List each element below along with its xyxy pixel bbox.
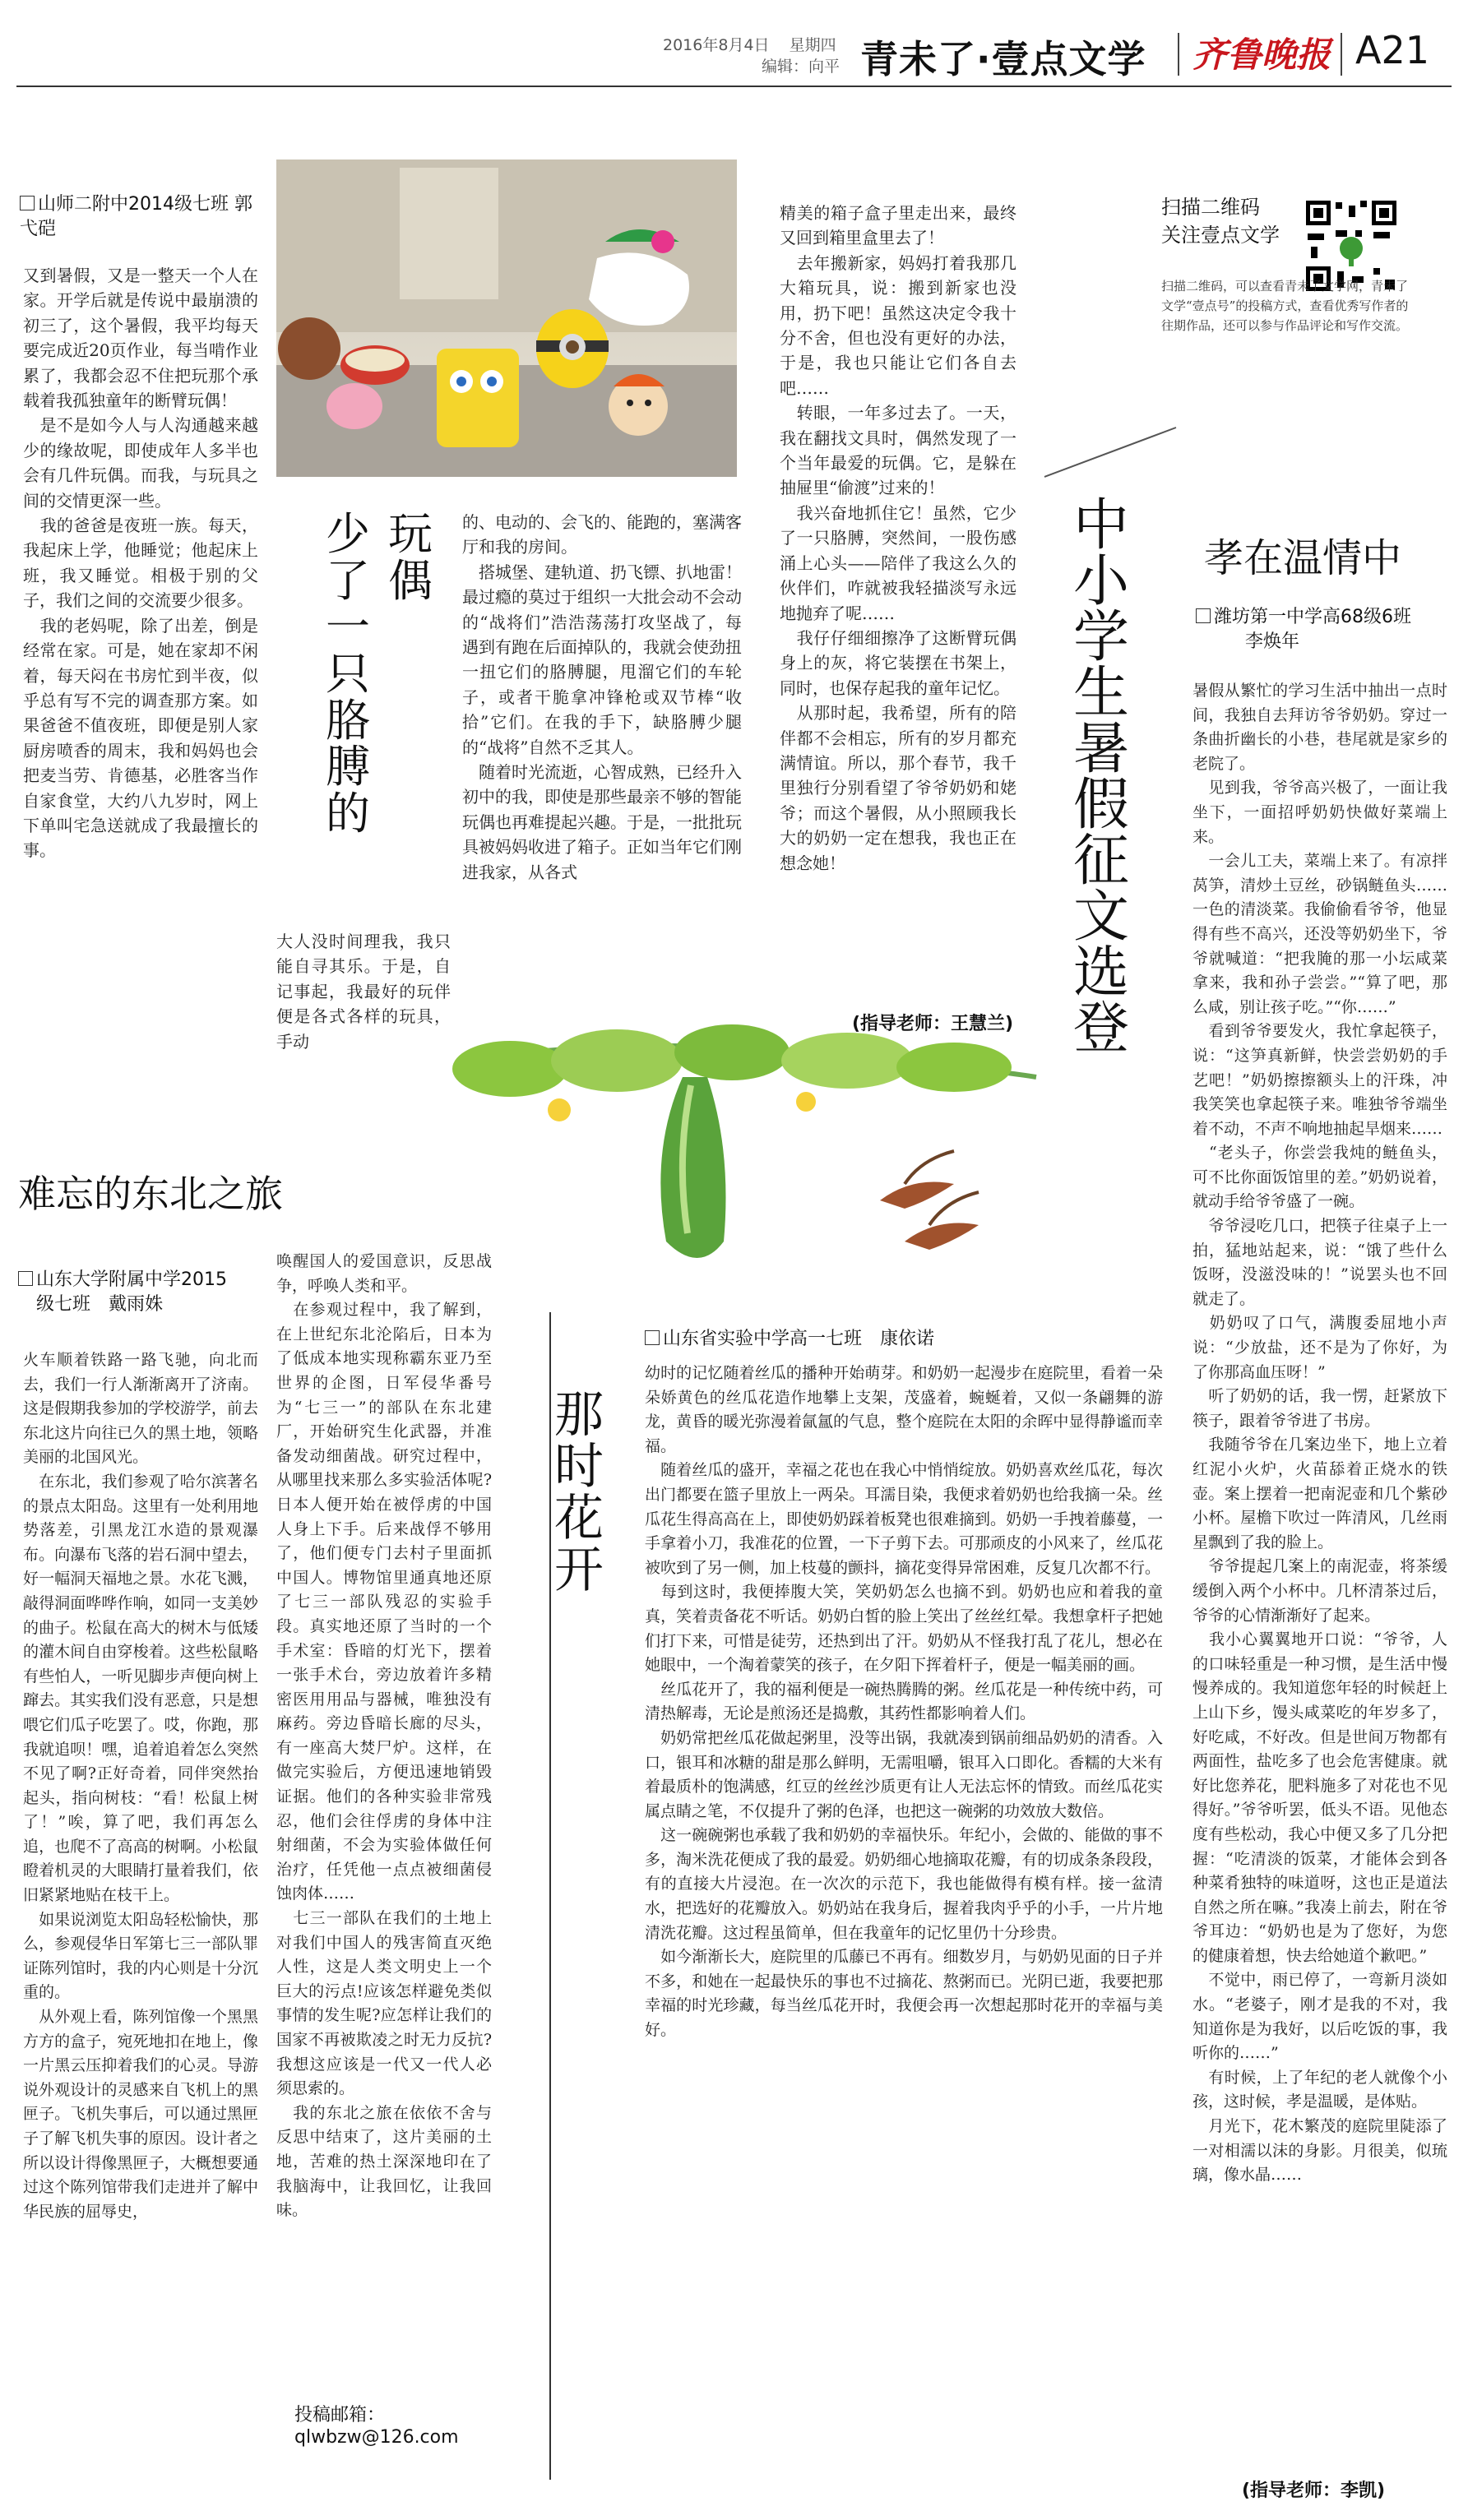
- header-divider: [1178, 33, 1179, 76]
- feature-char: 小: [1073, 549, 1130, 614]
- feature-char: 文: [1073, 885, 1130, 950]
- article4-byline-1: 潍坊第一中学高68级6班: [1214, 607, 1411, 627]
- article4-title: 孝在温情中: [1204, 535, 1402, 581]
- article4-byline: [1196, 605, 1443, 654]
- article4-byline-2: 李焕年: [1245, 631, 1300, 652]
- toys-illustration: [276, 160, 737, 477]
- editor: 编辑：向平: [762, 58, 841, 76]
- title-char: 时: [554, 1438, 604, 1496]
- header-divider-2: [1341, 33, 1342, 76]
- feature-char: 假: [1073, 773, 1130, 838]
- article1-col3: 的、电动的、会飞的、能跑的，塞满客厅和我的房间。 搭城堡、建轨道、扔飞镖、扒地雷！最过瘾的莫过于组织一大批会动不会动的“战将们”浩浩荡荡打攻坚战了，每遇到有跑在后面掉队的，我就会使劲扭一扭它们的胳膊腿，甩溜它们的车轮子，或者干脆拿冲锋枪或双节棒“收拾”它们。在我的手下，缺胳膊少腿的“战将”自然不乏其人。 随着时光流逝，心智成熟，已经升入初中的我，即使是那些最亲不够的智能玩偶也再难提起兴趣。于是，一批批玩具被妈妈收进了箱子。正如当年它们刚进我家，从各式: [462, 512, 742, 882]
- title-char: 花: [554, 1490, 604, 1547]
- title-char: 了: [326, 554, 370, 607]
- weekday: 星期四: [789, 36, 836, 54]
- article4-teacher: (指导老师：李凯): [1242, 2481, 1386, 2501]
- title-char: 一: [326, 601, 370, 654]
- byline-box-icon: [20, 196, 35, 210]
- feature-char: 中: [1073, 493, 1130, 558]
- article1-teacher: (指导老师：王慧兰): [852, 1014, 1014, 1034]
- article1-title-col-b: [326, 508, 375, 840]
- article1-col1: 又到暑假，又是一整天一个人在家。开学后就是传说中最崩溃的初三了，这个暑假，我平均每天要完成近20页作业，每当啃作业累了，我都会忍不住把玩那个承载着我孤独童年的断臂玩偶！ 是不是如今人与人沟通越来越少的缘故呢，即使成年人多半也会有几件玩偶。而我，与玩具之间的交情更深一些。 我的爸爸是夜班一族。每天，我起床上学，他睡觉；他起床上班，我又睡觉。相极于别的父子，我们之间的交流要少很多。 我的老妈呢，除了出差，倒是经常在家。可是，她在家却不闲着，每天闷在书房忙到半夜，似乎总有写不完的调查那方案。如果爸爸不值夜班，即便是别人家厨房喷香的周末，我和妈妈也会把麦当劳、肯德基，必胜客当作自家食堂，大约八九岁时，网上下单叫宅急送就成了我最擅长的事。: [23, 266, 258, 861]
- article2-title: 难忘的东北之旅: [18, 1172, 283, 1216]
- header-date: [663, 33, 836, 55]
- loofah-vine-illustration: [461, 1028, 1036, 1291]
- byline-box-icon: [645, 1330, 660, 1345]
- title-char: 少: [326, 508, 370, 560]
- header-rule: [16, 86, 1452, 87]
- feature-char: 生: [1073, 661, 1130, 726]
- page-number: A21: [1355, 28, 1430, 72]
- qr-desc: 扫描二维码，可以查看青未了文学网，青未了文学“壹点号”的投稿方式，查看优秀写作者的往期作品，还可以参与作品评论和写作交流。: [1161, 279, 1409, 333]
- date: 2016年8月4日: [663, 36, 770, 54]
- article1-col2: 大人没时间理我，我只能自寻其乐。于是，自记事起，我最好的玩伴便是各式各样的玩具，手动: [276, 932, 451, 1052]
- email-label: 投稿邮箱：: [294, 2405, 386, 2425]
- title-char: 胳: [326, 694, 370, 747]
- title-char: 那: [554, 1386, 604, 1444]
- feature-char: 选: [1073, 941, 1130, 1006]
- title-char: 只: [326, 648, 370, 701]
- toys-photo: [276, 160, 737, 477]
- article2-byline: [18, 1268, 265, 1317]
- qr-title-2: 关注壹点文学: [1161, 224, 1280, 247]
- byline-box-icon: [18, 1271, 33, 1286]
- article3-body: 幼时的记忆随着丝瓜的播种开始萌芽。和奶奶一起漫步在庭院里，看着一朵朵娇黄色的丝瓜花造作地攀上支架，茂盛着，蜿蜒着，又似一条翩舞的游龙，黄昏的暖光弥漫着氤氲的气息，整个庭院在太阳的余晖中显得静谧而幸福。 随着丝瓜的盛开，幸福之花也在我心中悄悄绽放。奶奶喜欢丝瓜花，每次出门都要在篮子里放上一两朵。耳濡目染，我便求着奶奶也给我摘一朵。丝瓜花生得高高在上，即使奶奶踩着板凳也很难摘到。奶奶一手拽着藤蔓，一手拿着小刀，我准花的位置，一下子剪下去。可那顽皮的小风来了，丝瓜花被吹到了另一侧，加上枝蔓的颤抖，摘花变得异常困难，反复几次都不行。 每到这时，我便捧腹大笑，笑奶奶怎么也摘不到。奶奶也应和着我的童真，笑着责备花不听话。奶奶白皙的脸上笑出了丝丝红晕。我想拿杆子把她们打下来，可惜是徒劳，还热到出了汗。奶奶从不怪我打乱了花儿，想必在她眼中，一个淘着蒙笑的孩子，在夕阳下挥着杆子，便是一幅美丽的画。 丝瓜花开了，我的福利便是一碗热腾腾的粥。丝瓜花是一种传统中药，可清热解毒，无论是煎汤还是捣敷，其药性都影响着人们。 奶奶常把丝瓜花做起粥里，没等出锅，我就凑到锅前细品奶奶的清香。入口，银耳和冰糖的甜是那么鲜明，无需咀嚼，银耳入口即化。香糯的大米有着最质朴的饱满感，红豆的丝丝沙质更有让人无法忘怀的情致。而丝瓜花实属点睛之笔，不仅提升了粥的色泽，也把这一碗粥的功效放大数倍。 这一碗碗粥也承载了我和奶奶的幸福快乐。年纪小，会做的、能做的事不多，淘米洗花便成了我的最爱。奶奶细心地摘取花瓣，有的切成条条段段，有的直接大片浸泡。在一次次的示范下，我也能做得有模有样。接一盆清水，把选好的花瓣放入。奶奶站在我身后，握着我肉乎乎的小手，一片片地清洗花瓣。这过程虽简单，但在我童年的记忆里仍十分珍贵。 如今渐渐长大，庭院里的瓜藤已不再有。细数岁月，与奶奶见面的日子并不多，和她在一起最快乐的事也不过摘花、熬粥而已。光阴已逝，我要把那幸福的时光珍藏，每当丝瓜花开时，我便会再一次想起那时花开的幸福与美好。: [645, 1364, 1163, 2040]
- byline-box-icon: [1196, 608, 1211, 623]
- article1-title-col-a: [388, 508, 438, 607]
- title-char: 膊: [326, 741, 370, 793]
- article3-byline-text: 山东省实验中学高一七班 康依诺: [663, 1329, 935, 1349]
- header: [0, 0, 1468, 90]
- article3-left-rule: [549, 1312, 551, 2480]
- title-char: 玩: [388, 508, 433, 560]
- feature-char: 征: [1073, 829, 1130, 894]
- title-char: 开: [554, 1542, 604, 1599]
- article2-col2: 唤醒国人的爱国意识，反思战争，呼唤人类和平。 在参观过程中，我了解到，在上世纪东北沦陷后，日本为了低成本地实现称霸东亚乃至世界的企图，日军侵华番号为“七三一”的部队在东北建厂，开始研究生化武器，并准备发动细菌战。研究过程中，从哪里找来那么多实验活体呢?日本人便开始在被俘虏的中国人身上下手。后来战俘不够用了，他们便专门去村子里面抓中国人。博物馆里通真地还原了七三一部队残忍的实验手段。真实地还原了当时的一个手术室：昏暗的灯光下，摆着一张手术台，旁边放着许多精密医用用品与器械，唯独没有麻药。旁边昏暗长廊的尽头，有一座高大焚尸炉。这样，在做完实验后，方便迅速地销毁证据。他们的各种实验非常残忍，他们会往俘虏的身体中注射细菌，不会为实验体做任何治疗，任凭他一点点被细菌侵蚀肉体…… 七三一部队在我们的土地上对我们中国人的残害简直灭绝人性，这是人类文明史上一个巨大的污点!应该怎样避免类似事情的发生呢?应怎样让我们的国家不再被欺凌之时无力反抗?我想这应该是一代又一代人必须思索的。 我的东北之旅在依依不舍与反思中结束了，这片美丽的土地，苦难的热土深深地印在了我脑海中，让我回忆，让我回味。: [276, 1252, 492, 2220]
- email-address[interactable]: qlwbzw@126.com: [294, 2427, 459, 2448]
- article1-col4: 精美的箱子盒子里走出来，最终又回到箱里盒里去了！ 去年搬新家，妈妈打着我那几大箱玩具，说：搬到新家也没用，扔下吧！虽然这决定令我十分不舍，但也没有更好的办法，于是，我也只能让它们各自去吧…… 转眼，一年多过去了。一天，我在翻找文具时，偶然发现了一个当年最爱的玩偶。它，是躲在抽屉里“偷渡”过来的！ 我兴奋地抓住它！虽然，它少了一只胳膊，突然间，一股伤感涌上心头——陪伴了我这么久的伙伴们，咋就被我轻描淡写永远地抛弃了呢…… 我仔仔细细擦净了这断臂玩偶身上的灰，将它装摆在书架上，同时，也保存起我的童年记忆。 从那时起，我希望，所有的陪伴都不会相忘，所有的岁月都充满情谊。所以，那个春节，我千里独行分别看望了爷爷奶奶和姥爷；而这个暑假，从小照顾我长大的奶奶一定在想我，我也正在想念她！: [780, 203, 1016, 873]
- title-char: 偶: [388, 554, 433, 607]
- article4-body: 暑假从繁忙的学习生活中抽出一点时间，我独自去拜访爷爷奶奶。穿过一条曲折幽长的小巷，巷尾就是家乡的老院了。 见到我，爷爷高兴极了，一面让我坐下，一面招呼奶奶快做好菜端上来。 一会儿工夫，菜端上来了。有凉拌莴笋，清炒土豆丝，砂锅鲢鱼头……一色的清淡菜。我偷偷看爷爷，他显得有些不高兴，还没等奶奶坐下，爷爷就喊道：“把我腌的那一小坛咸菜拿来，我和孙子尝尝。”“算了吧，那么咸，别让孩子吃。”“你……” 看到爷爷要发火，我忙拿起筷子，说：“这笋真新鲜，快尝尝奶奶的手艺吧！”奶奶擦擦额头上的汗珠，冲我笑笑也拿起筷子来。唯独爷爷端坐着不动，不声不响地抽起旱烟来…… “老头子，你尝尝我炖的鲢鱼头，可不比你面饭馆里的差。”奶奶说着，就动手给爷爷盛了一碗。 爷爷浸吃几口，把筷子往桌子上一拍，猛地站起来，说：“饿了些什么饭呀，没滋没味的！”说罢头也不回就走了。 奶奶叹了口气，满腹委屈地小声说：“少放盐，还不是为了你好，为了你那高血压呀！” 听了奶奶的话，我一愣，赶紧放下筷子，跟着爷爷进了书房。 我随爷爷在几案边坐下，地上立着红泥小火炉，火苗舔着正烧水的铁壶。案上摆着一把南泥壶和几个紫砂小杯。屋檐下吹过一阵清风，几丝雨星飘到了我的脸上。 爷爷提起几案上的南泥壶，将茶缓缓倒入两个小杯中。几杯清茶过后，爷爷的心情渐渐好了起来。 我小心翼翼地开口说：“爷爷，人的口味轻重是一种习惯，是生活中慢慢养成的。我知道您年轻的时候赶上上山下乡，馒头咸菜吃的年岁多了，好吃咸，不好改。但是世间万物都有两面性，盐吃多了也会危害健康。就好比您养花，肥料施多了对花也不见得好。”爷爷听罢，低头不语。见他态度有些松动，我心中便又多了几分把握：“吃清淡的饭菜，才能体会到各种菜肴独特的味道呀，这也正是道法自然之所在嘛。”我凑上前去，附在爷爷耳边：“奶奶也是为了您好，为您的健康着想，快去给她道个歉吧。” 不觉中，雨已停了，一弯新月淡如水。“老婆子，刚才是我的不对，我知道你是为我好，以后吃饭的事，我听你的……” 有时候，上了年纪的老人就像个小孩，这时候，孝是温暖，是体贴。 月光下，花木繁茂的庭院里陡添了一对相濡以沫的身影。月很美，似琉璃，像水晶……: [1192, 682, 1447, 2185]
- article1-byline-text: 山师二附中2014级七班 郭弋硙: [20, 194, 252, 239]
- section-title: 青未了·壹点文学: [860, 37, 1146, 81]
- feature-char: 登: [1073, 996, 1130, 1061]
- article3-title: [554, 1386, 612, 1599]
- article3-byline: [645, 1327, 1155, 1352]
- article2-col1: 火车顺着铁路一路飞驰，向北而去，我们一行人渐渐离开了济南。这是假期我参加的学校游学，前去东北这片向往已久的黑土地，领略美丽的北国风光。 在东北，我们参观了哈尔滨著名的景点太阳岛。这里有一处利用地势落差，引黑龙江水造的景观瀑布。向瀑布飞落的岩石洞中望去，好一幅洞天福地之景。水花飞溅，敲得洞面哗哗作响，如同一支美妙的曲子。松鼠在高大的树木与低矮的灌木间自由穿梭着。这些松鼠略有些怕人，一听见脚步声便向树上蹿去。其实我们没有恶意，只是想喂它们瓜子吃罢了。哎，你跑，那我就追呗！嘿，追着追着怎么突然不见了啊?正好奇着，同伴突然抬起头，指向树枝：“看！松鼠上树了！”唉，算了吧，我们再怎么追，也爬不了高高的树啊。小松鼠瞪着机灵的大眼睛打量着我们，依旧紧紧地贴在枝干上。 如果说浏览太阳岛轻松愉快，那么，参观侵华日军第七三一部队罪证陈列馆时，我的内心则是十分沉重的。 从外观上看，陈列馆像一个黑黑方方的盒子，宛死地扣在地上，像一片黑云压抑着我们的心灵。导游说外观设计的灵感来自飞机上的黑匣子。飞机失事后，可以通过黑匣子了解飞机失事的原因。设计者之所以设计得像黑匣子，大概想要通过这个陈列馆带我们走进并了解中华民族的屈辱史，: [23, 1351, 258, 2221]
- feature-char: 学: [1073, 605, 1130, 670]
- paper-name: 齐鲁晚报: [1192, 35, 1331, 75]
- article2-byline-1: 山东大学附属中学2015: [36, 1269, 227, 1290]
- article1-byline: [20, 192, 258, 242]
- article2-byline-2: 级七班 戴雨姝: [36, 1294, 164, 1315]
- feature-title: [1073, 493, 1139, 1061]
- feature-char: 暑: [1073, 717, 1130, 782]
- title-char: 的: [326, 788, 370, 840]
- qr-title-1: 扫描二维码: [1161, 196, 1260, 219]
